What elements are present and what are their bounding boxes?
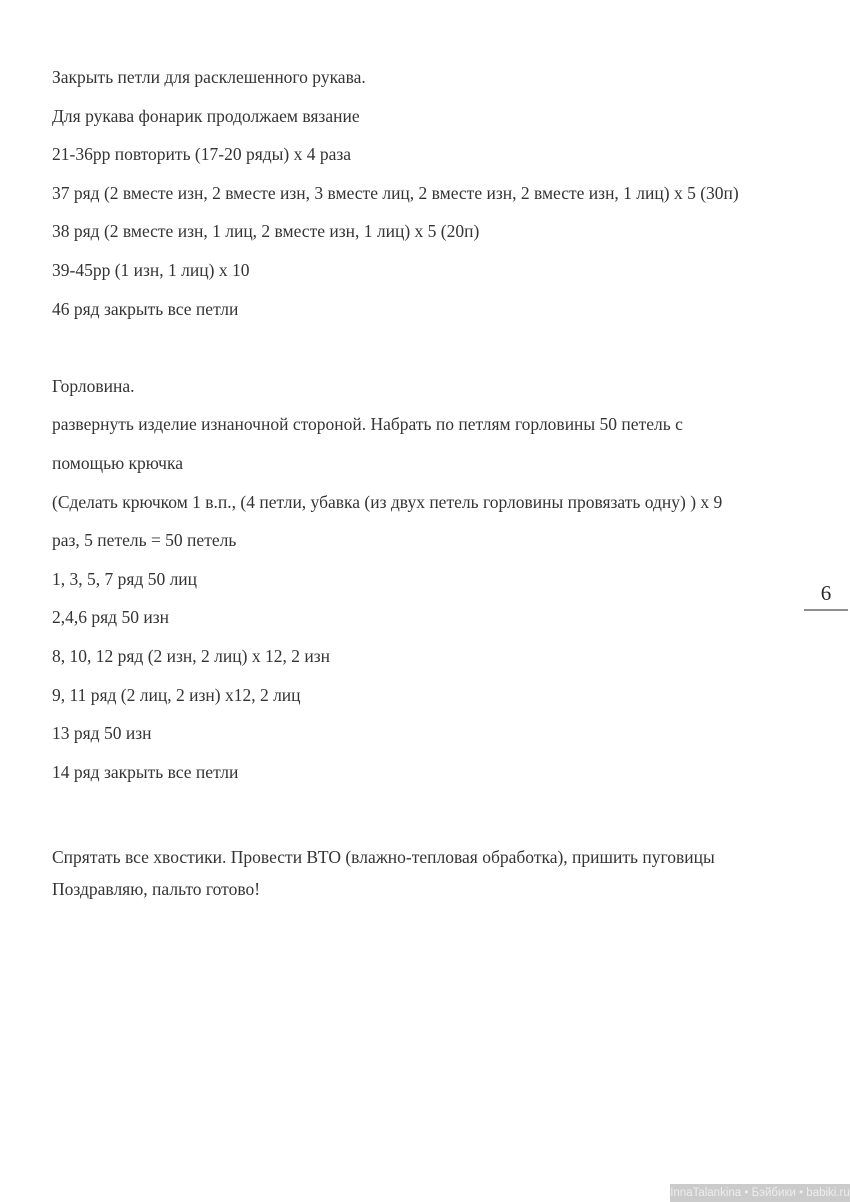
pattern-text-block <box>52 58 812 905</box>
text-line: 39-45рр (1 изн, 1 лиц) х 10 <box>52 259 250 280</box>
page-number <box>804 580 848 611</box>
section-neckline <box>52 367 812 792</box>
text-line: раз, 5 петель = 50 петель <box>52 530 237 551</box>
section-sleeve <box>52 58 812 328</box>
text-line: 21-36рр повторить (17-20 ряды) х 4 раза <box>52 144 352 165</box>
text-line: 9, 11 ряд (2 лиц, 2 изн) х12, 2 лиц <box>52 684 301 705</box>
page-number-divider <box>804 609 848 611</box>
text-line: 1, 3, 5, 7 ряд 50 лиц <box>52 568 198 589</box>
text-line: Для рукава фонарик продолжаем вязание <box>52 105 360 126</box>
text-line: Поздравляю, пальто готово! <box>52 879 261 900</box>
text-line: 13 ряд 50 изн <box>52 723 152 744</box>
text-line: Закрыть петли для расклешенного рукава. <box>52 67 366 87</box>
section-heading: Горловина. <box>52 375 135 396</box>
text-line: 37 ряд (2 вместе изн, 2 вместе изн, 3 вместе лиц, 2 вместе изн, 2 вместе изн, 1 лиц) х 5 (30п) <box>52 182 739 203</box>
page-number-value: 6 <box>820 581 832 605</box>
text-line: Спрятать все хвостики. Провести ВТО (влажно-тепловая обработка), пришить пуговицы <box>52 847 715 868</box>
watermark: InnaTalankina • Бэйбики • babiki.ru <box>670 1184 850 1202</box>
text-line: 46 ряд закрыть все петли <box>52 298 239 319</box>
text-line: развернуть изделие изнаночной стороной. Набрать по петлям горловины 50 петель с <box>52 414 683 435</box>
section-finishing <box>52 841 812 905</box>
text-line: 14 ряд закрыть все петли <box>52 761 239 782</box>
text-line: 8, 10, 12 ряд (2 изн, 2 лиц) х 12, 2 изн <box>52 645 330 666</box>
text-line: (Сделать крючком 1 в.п., (4 петли, убавка (из двух петель горловины провязать одну) ) х 9 <box>52 491 723 512</box>
text-line: помощью крючка <box>52 452 183 473</box>
text-line: 38 ряд (2 вместе изн, 1 лиц, 2 вместе изн, 1 лиц) х 5 (20п) <box>52 221 480 242</box>
text-line: 2,4,6 ряд 50 изн <box>52 607 169 628</box>
